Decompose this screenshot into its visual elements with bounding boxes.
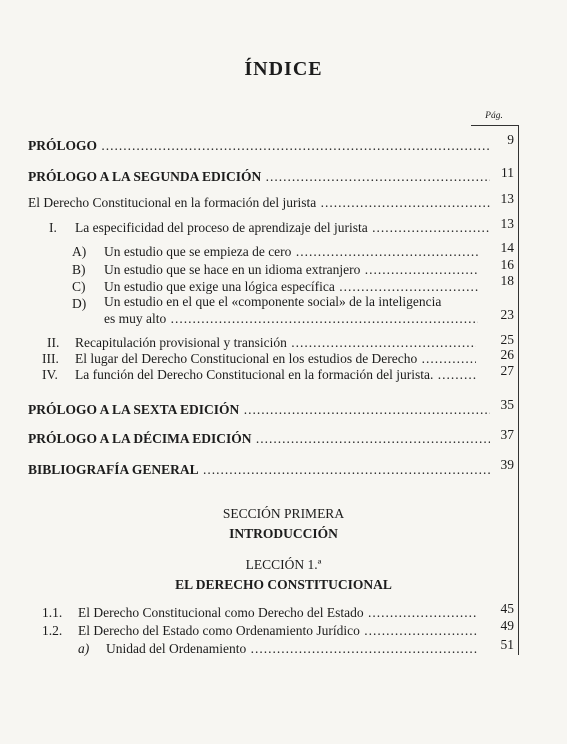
toc-page-number: 16 bbox=[500, 257, 514, 272]
toc-entry-subitem[interactable]: es muy alto ..... bbox=[104, 310, 478, 328]
toc-entry-lesson[interactable]: El Derecho Constitucional como Derecho del Estado ..... bbox=[78, 604, 478, 622]
toc-entry-subitem[interactable]: Un estudio que exige una lógica específica ..... bbox=[104, 278, 478, 296]
toc-item-letter: D) bbox=[72, 296, 87, 311]
toc-page-number: 13 bbox=[500, 216, 514, 231]
page-title: ÍNDICE bbox=[244, 58, 323, 80]
toc-entry-prologo[interactable]: PRÓLOGO ..... bbox=[28, 137, 490, 155]
toc-entry-especificidad[interactable]: La especificidad del proceso de aprendizaje del jurista ..... bbox=[75, 219, 490, 237]
toc-entry-prologo-sexta[interactable]: PRÓLOGO A LA SEXTA EDICIÓN ..... bbox=[28, 401, 490, 419]
lesson-heading: LECCIÓN 1.ª bbox=[245, 557, 322, 572]
toc-item-number: II. bbox=[47, 335, 60, 350]
toc-page-number: 26 bbox=[500, 347, 514, 362]
toc-entry-subitem-line1: Un estudio en el que el «componente social» de la inteligencia bbox=[104, 294, 442, 309]
toc-item-letter: B) bbox=[72, 262, 86, 277]
toc-item-number: 1.2. bbox=[42, 623, 63, 638]
toc-page-number: 45 bbox=[500, 601, 514, 616]
toc-page-number: 51 bbox=[500, 637, 514, 652]
toc-page-number: 11 bbox=[501, 165, 514, 180]
toc-page-number: 14 bbox=[500, 240, 514, 255]
lesson-title: EL DERECHO CONSTITUCIONAL bbox=[175, 577, 392, 592]
toc-item-number: IV. bbox=[42, 367, 58, 382]
toc-item-letter: A) bbox=[72, 244, 87, 259]
toc-item-letter: a) bbox=[78, 641, 90, 656]
toc-entry-prologo-segunda[interactable]: PRÓLOGO A LA SEGUNDA EDICIÓN ..... bbox=[28, 168, 490, 186]
page-column-label: Pág. bbox=[485, 111, 503, 121]
page-column-top-rule bbox=[471, 125, 518, 126]
toc-item-letter: C) bbox=[72, 279, 86, 294]
toc-entry-derecho-constitucional[interactable]: El Derecho Constitucional en la formación del jurista ..... bbox=[28, 194, 490, 212]
toc-entry-lesson[interactable]: El Derecho del Estado como Ordenamiento Jurídico ..... bbox=[78, 622, 478, 640]
section-heading: SECCIÓN PRIMERA bbox=[222, 506, 345, 521]
toc-page-number: 49 bbox=[500, 618, 514, 633]
toc-item-number: 1.1. bbox=[42, 605, 63, 620]
toc-entry-lesson[interactable]: Unidad del Ordenamiento ..... bbox=[106, 640, 478, 658]
toc-page-number: 18 bbox=[500, 273, 514, 288]
toc-page-number: 37 bbox=[500, 427, 514, 442]
toc-entry-prologo-decima[interactable]: PRÓLOGO A LA DÉCIMA EDICIÓN ..... bbox=[28, 430, 490, 448]
toc-entry-subitem[interactable]: Un estudio que se hace en un idioma extranjero ..... bbox=[104, 261, 478, 279]
toc-page-number: 25 bbox=[500, 332, 514, 347]
toc-item-number: III. bbox=[42, 351, 59, 366]
toc-page-number: 27 bbox=[500, 363, 514, 378]
toc-page-number: 9 bbox=[507, 132, 514, 147]
section-title: INTRODUCCIÓN bbox=[229, 526, 338, 541]
toc-page-number: 35 bbox=[500, 397, 514, 412]
toc-entry-roman[interactable]: La función del Derecho Constitucional en la formación del jurista. ..... bbox=[75, 366, 476, 384]
toc-page-number: 39 bbox=[500, 457, 514, 472]
toc-page-number: 13 bbox=[500, 191, 514, 206]
toc-entry-roman[interactable]: El lugar del Derecho Constitucional en los estudios de Derecho ..... bbox=[75, 350, 476, 368]
toc-item-number: I. bbox=[49, 220, 57, 235]
toc-page-number: 23 bbox=[500, 307, 514, 322]
toc-entry-bibliografia[interactable]: BIBLIOGRAFÍA GENERAL ..... bbox=[28, 461, 490, 479]
toc-entry-subitem[interactable]: Un estudio que se empieza de cero ..... bbox=[104, 243, 478, 261]
toc-entry-roman[interactable]: Recapitulación provisional y transición ..... bbox=[75, 334, 476, 352]
